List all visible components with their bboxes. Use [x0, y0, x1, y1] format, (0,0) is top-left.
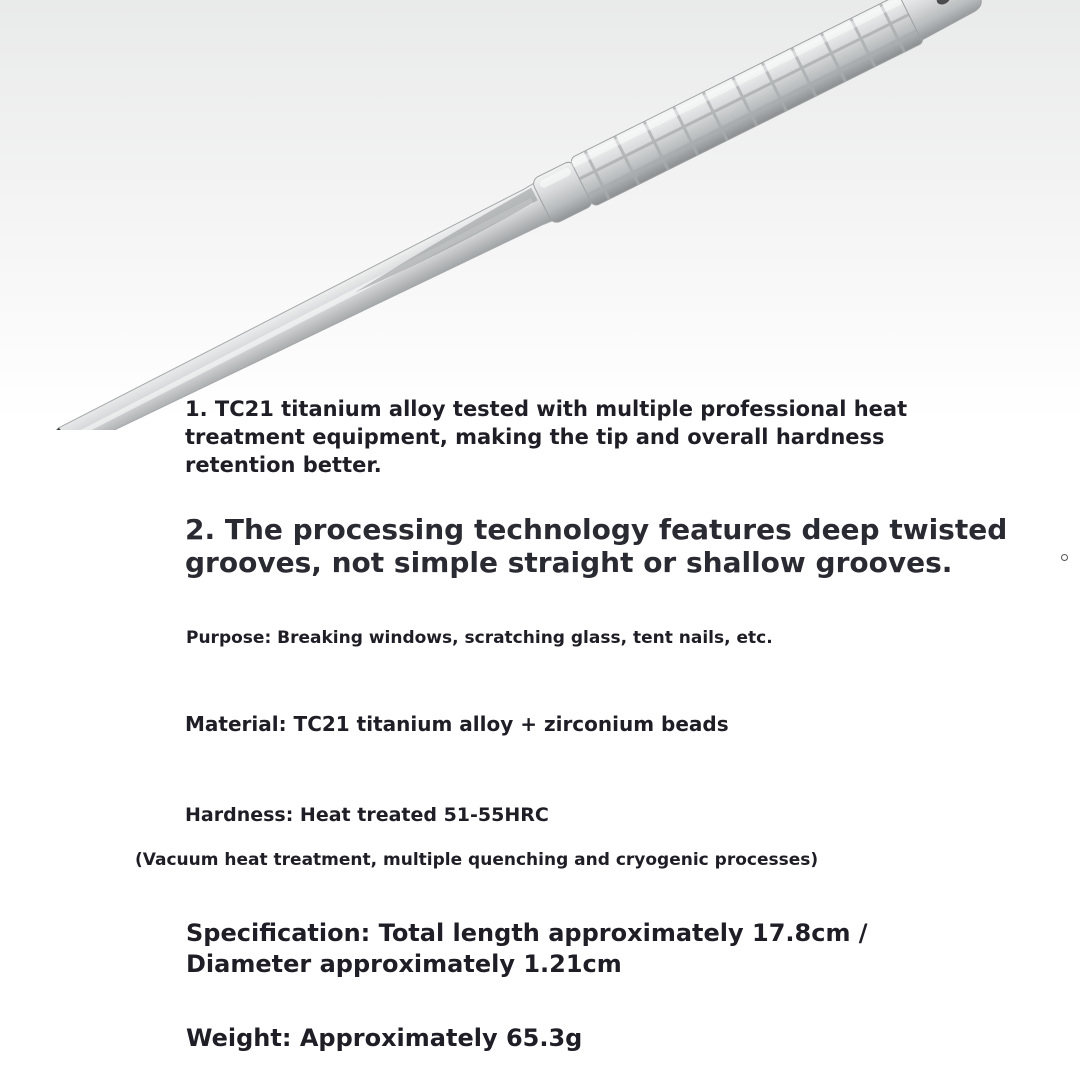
specification-line2: Diameter approximately 1.21cm: [186, 950, 622, 978]
feature-point-titanium-line1: 1. TC21 titanium alloy tested with multiple professional heat: [185, 397, 908, 421]
feature-point-titanium: [185, 395, 907, 479]
purpose-text: Purpose: Breaking windows, scratching glass, tent nails, etc.: [186, 628, 773, 648]
feature-point-grooves-line2: grooves, not simple straight or shallow grooves.: [185, 546, 953, 579]
feature-point-grooves-line1: 2. The processing technology features deep twisted: [185, 513, 1008, 546]
hardness-text: Hardness: Heat treated 51-55HRC: [185, 804, 549, 826]
feature-point-titanium-line2: treatment equipment, making the tip and overall hardness: [185, 425, 885, 449]
hardness-note: (Vacuum heat treatment, multiple quenching and cryogenic processes): [135, 850, 819, 870]
material-text: Material: TC21 titanium alloy + zirconium beads: [185, 712, 729, 736]
feature-point-grooves: [185, 513, 1007, 579]
specification-line1: Specification: Total length approximately 17.8cm /: [186, 919, 868, 947]
feature-point-titanium-line3: retention better.: [185, 453, 382, 477]
small-circle-icon: [1061, 554, 1068, 561]
specification-text: [186, 918, 868, 980]
tactical-pen-image: [0, 0, 1080, 430]
weight-text: Weight: Approximately 65.3g: [186, 1024, 583, 1052]
